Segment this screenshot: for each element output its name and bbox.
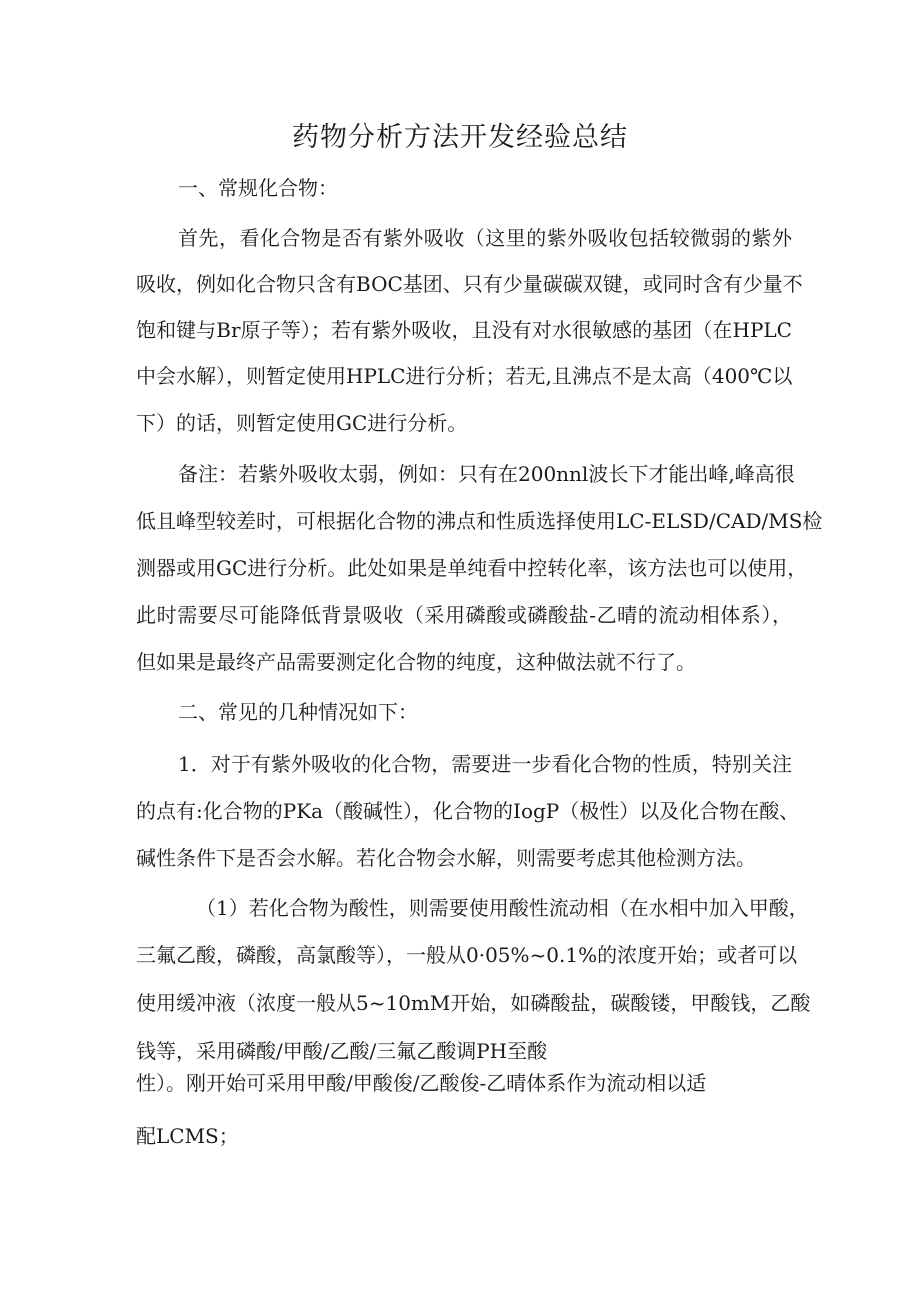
paragraph-line: 下）的话，则暂定使用GC进行分析。 xyxy=(136,411,468,435)
paragraph-line: 性）。刚开始可采用甲酸/甲酸俊/乙酸俊-乙晴体系作为流动相以适 xyxy=(136,1071,707,1095)
paragraph-line: 首先，看化合物是否有紫外吸收（这里的紫外吸收包括较微弱的紫外 xyxy=(178,226,792,250)
paragraph-line: 配LCMS； xyxy=(136,1124,239,1148)
paragraph-line: 饱和键与Br原子等）；若有紫外吸收，且没有对水很敏感的基团（在HPLC xyxy=(136,318,792,342)
paragraph-line: 三氟乙酸，磷酸，高氯酸等），一般从0·05%~0.1%的浓度开始；或者可以 xyxy=(136,943,798,967)
paragraph-line: 但如果是最终产品需要测定化合物的纯度，这种做法就不行了。 xyxy=(136,650,696,674)
section-heading-2: 二、常见的几种情况如下： xyxy=(178,700,418,724)
document-title: 药物分析方法开发经验总结 xyxy=(292,122,628,153)
paragraph-line: 碱性条件下是否会水解。若化合物会水解，则需要考虑其他检测方法。 xyxy=(136,846,756,870)
section-heading-1: 一、常规化合物： xyxy=(178,176,338,200)
paragraph-line: 此时需要尽可能降低背景吸收（采用磷酸或磷酸盐-乙晴的流动相体系）， xyxy=(136,603,792,627)
paragraph-line: 吸收，例如化合物只含有BOC基团、只有少量碳碳双键，或同时含有少量不 xyxy=(136,272,803,296)
paragraph-line: 中会水解），则暂定使用HPLC进行分析；若无,且沸点不是太高（400℃以 xyxy=(136,364,793,388)
paragraph-line: 备注：若紫外吸收太弱，例如：只有在200nnl波长下才能出峰,峰高很 xyxy=(178,462,795,486)
paragraph-line: 使用缓冲液（浓度一般从5~10mM开始，如磷酸盐，碳酸镂，甲酸钱，乙酸 xyxy=(136,991,811,1015)
paragraph-line: 低且峰型较差时，可根据化合物的沸点和性质选择使用LC-ELSD/CAD/MS检 xyxy=(136,509,823,533)
paragraph-line: 测器或用GC进行分析。此处如果是单纯看中控转化率，该方法也可以使用， xyxy=(136,556,808,580)
paragraph-line: 的点有:化合物的PKa（酸碱性），化合物的IogP（极性）以及化合物在酸、 xyxy=(136,799,800,823)
paragraph-line: 钱等，采用磷酸/甲酸/乙酸/三氟乙酸调PH至酸 xyxy=(136,1039,548,1063)
paragraph-line: （1）若化合物为酸性，则需要使用酸性流动相（在水相中加入甲酸， xyxy=(196,896,809,920)
paragraph-line: 1．对于有紫外吸收的化合物，需要进一步看化合物的性质，特别关注 xyxy=(178,752,792,776)
